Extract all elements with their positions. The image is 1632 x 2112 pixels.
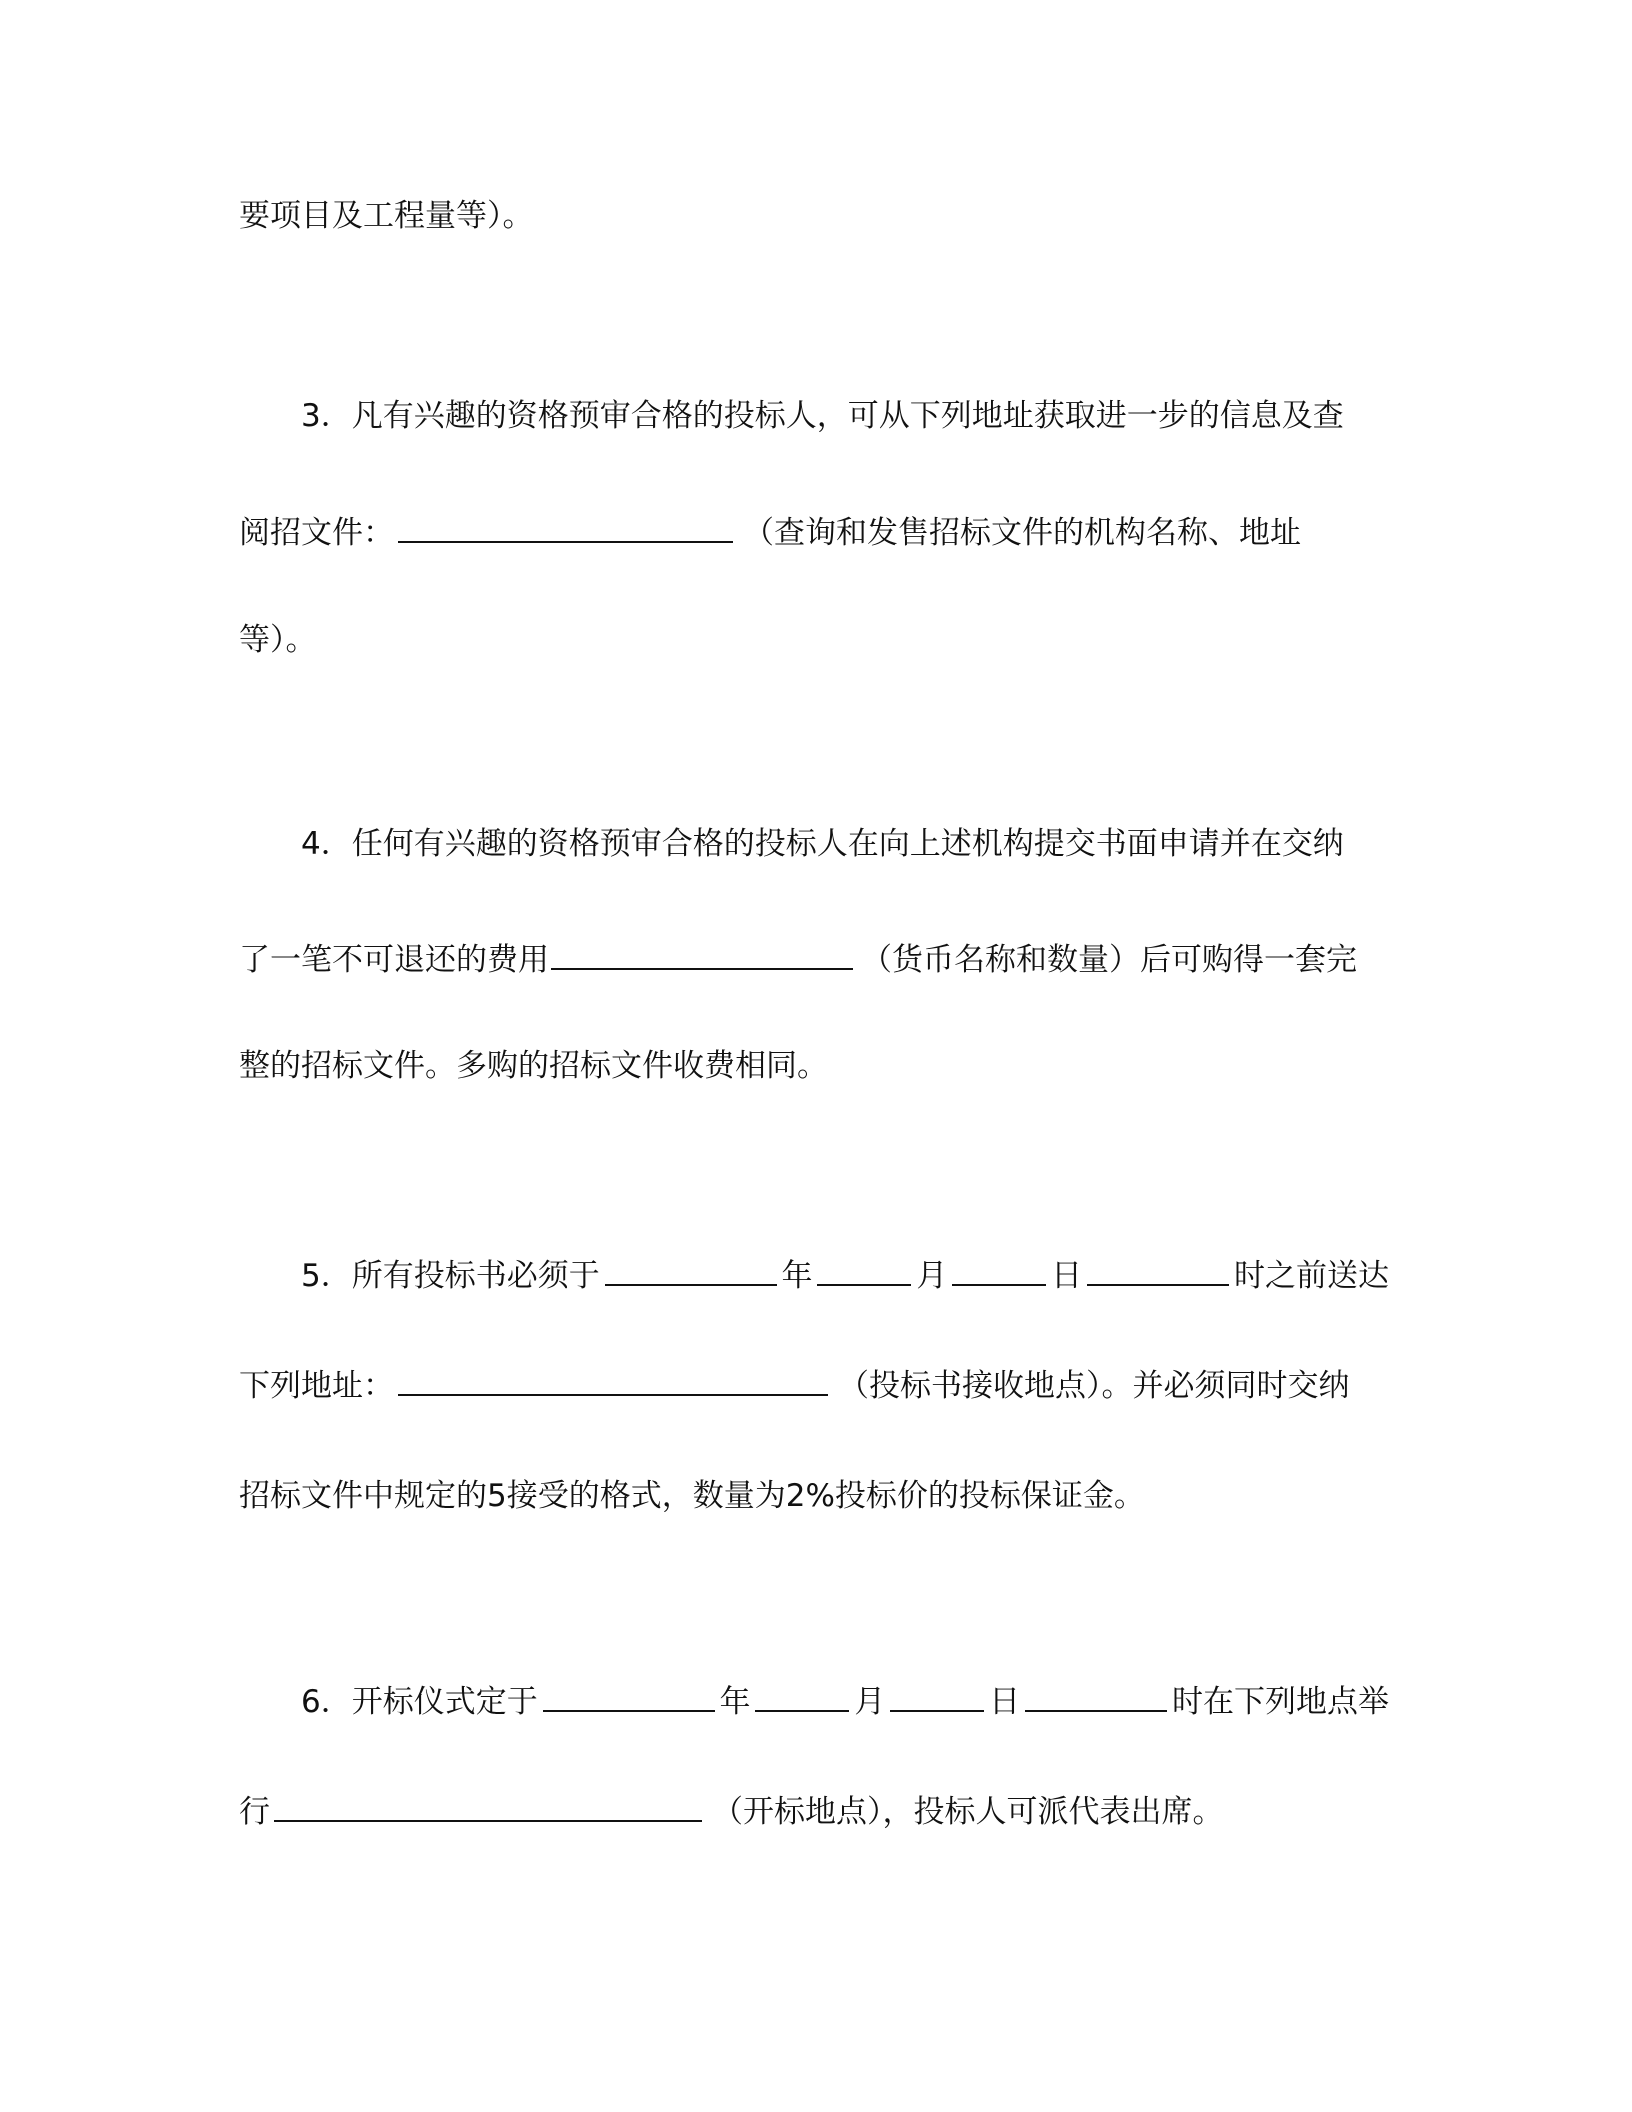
item4-fee-blank[interactable] [551, 932, 853, 970]
item6-month-blank[interactable] [755, 1674, 849, 1712]
item5-day-label: 日 [1051, 1258, 1083, 1294]
item6-day-label: 日 [989, 1684, 1021, 1720]
item6-day-blank[interactable] [890, 1674, 984, 1712]
item6-line2 [239, 1784, 1389, 1834]
item6-year-blank[interactable] [543, 1674, 715, 1712]
item5-line1 [301, 1248, 1389, 1298]
item3-line3: 等）。 [239, 622, 317, 658]
item4-line1: 4．任何有兴趣的资格预审合格的投标人在向上述机构提交书面申请并在交纳 [301, 826, 1344, 862]
item6-month-label: 月 [854, 1684, 886, 1720]
item4-line2-prefix: 了一笔不可退还的费用 [239, 942, 549, 978]
item2-tail-line: 要项目及工程量等）。 [239, 198, 534, 234]
item6-line2-prefix: 行 [239, 1794, 270, 1830]
item5-line2 [239, 1358, 1389, 1408]
item3-line1: 3．凡有兴趣的资格预审合格的投标人，可从下列地址获取进一步的信息及查 [301, 398, 1344, 434]
item6-location-blank[interactable] [274, 1784, 702, 1822]
item3-line2 [239, 505, 1389, 555]
item5-hour-blank[interactable] [1087, 1248, 1229, 1286]
item5-year-blank[interactable] [605, 1248, 777, 1286]
item5-line2-prefix: 下列地址： [239, 1368, 394, 1404]
item5-line1-prefix: 5．所有投标书必须于 [301, 1258, 600, 1294]
item3-agency-blank[interactable] [398, 505, 733, 543]
item6-hour-blank[interactable] [1025, 1674, 1167, 1712]
item3-line2-prefix: 阅招文件： [239, 515, 394, 551]
item5-month-label: 月 [916, 1258, 948, 1294]
item4-line2 [239, 932, 1389, 982]
item5-address-blank[interactable] [398, 1358, 828, 1396]
item5-line3: 招标文件中规定的5接受的格式，数量为2%投标价的投标保证金。 [239, 1478, 1145, 1514]
item3-line2-suffix: （查询和发售招标文件的机构名称、地址 [743, 515, 1301, 551]
item5-month-blank[interactable] [817, 1248, 911, 1286]
item5-line2-suffix: （投标书接收地点）。并必须同时交纳 [838, 1368, 1350, 1404]
item6-line1-suffix: 时在下列地点举 [1171, 1684, 1389, 1720]
item6-line1 [301, 1674, 1389, 1724]
item5-year-label: 年 [781, 1258, 813, 1294]
item4-line3: 整的招标文件。多购的招标文件收费相同。 [239, 1048, 828, 1084]
item6-line1-prefix: 6．开标仪式定于 [301, 1684, 538, 1720]
item6-line2-suffix: （开标地点），投标人可派代表出席。 [712, 1794, 1224, 1830]
item5-day-blank[interactable] [952, 1248, 1046, 1286]
item6-year-label: 年 [719, 1684, 751, 1720]
item5-line1-suffix: 时之前送达 [1233, 1258, 1389, 1294]
item4-line2-suffix: （货币名称和数量）后可购得一套完 [861, 942, 1357, 978]
